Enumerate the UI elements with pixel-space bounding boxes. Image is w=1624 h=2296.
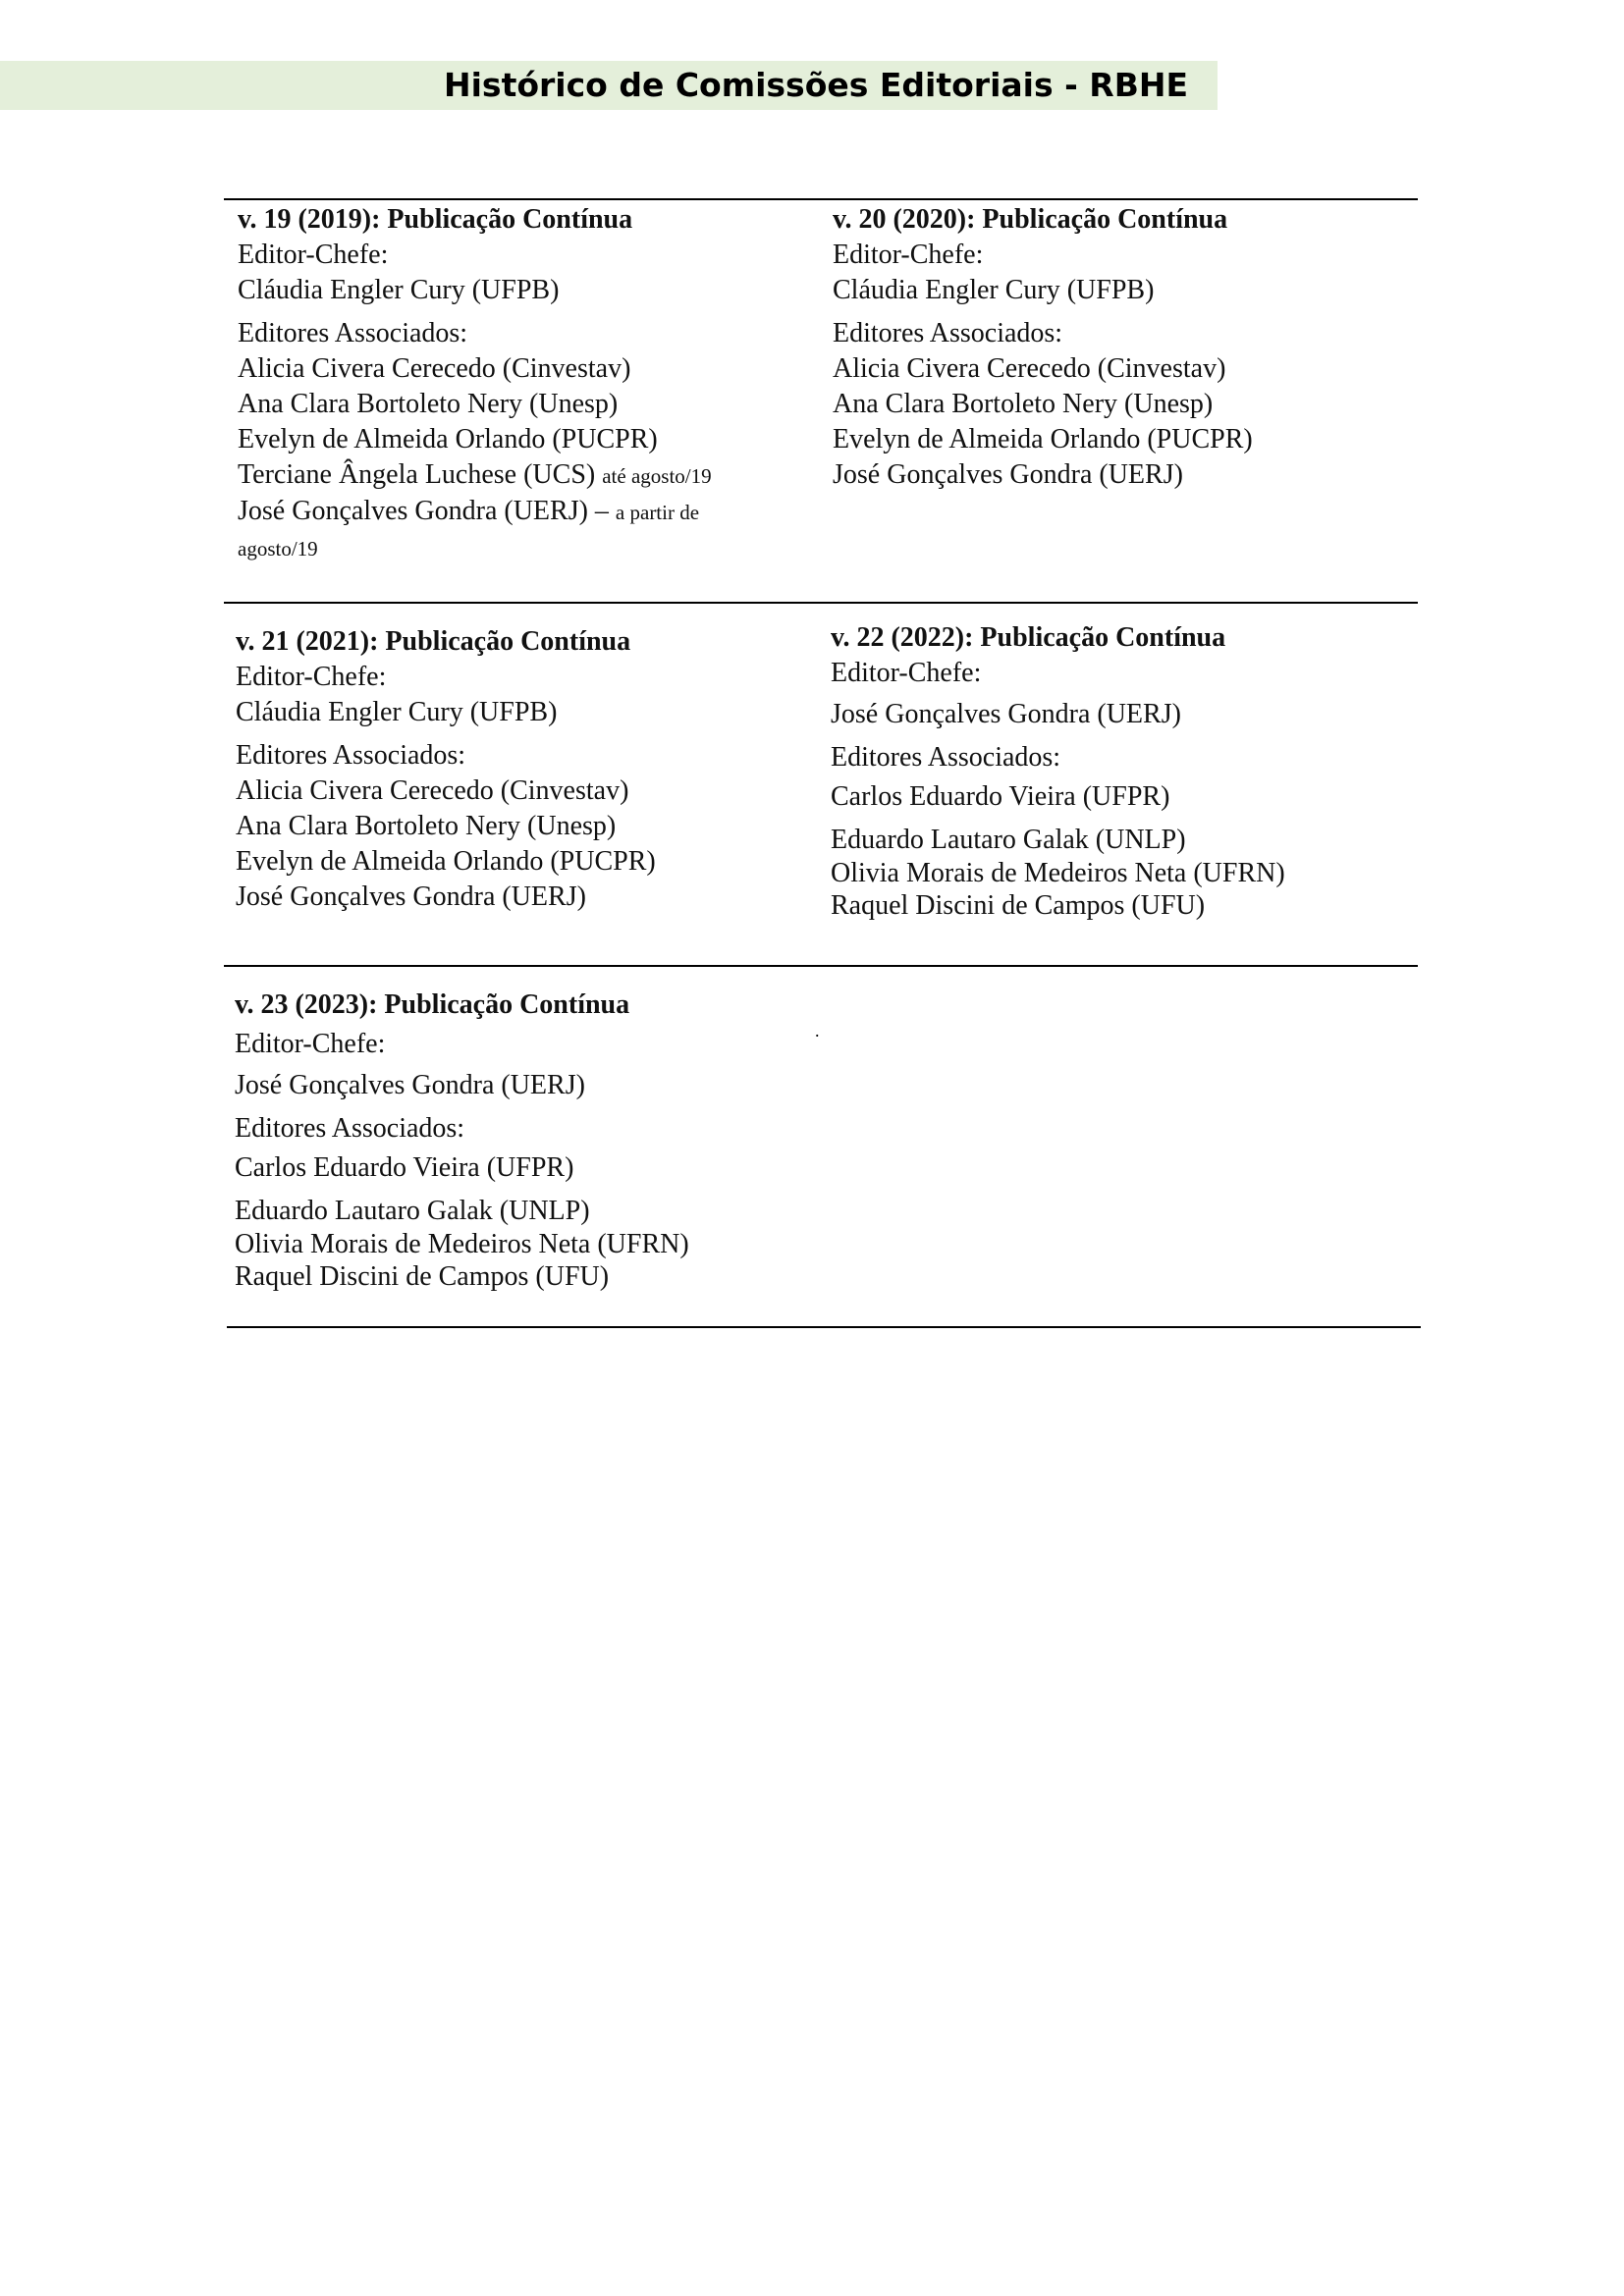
editor-chefe-name: José Gonçalves Gondra (UERJ) [831,699,1181,729]
volume-heading: v. 22 (2022): Publicação Contínua [831,622,1226,653]
associate-editor: Terciane Ângela Luchese (UCS) [238,459,596,490]
associados-label: Editores Associados: [831,742,1061,773]
editor-chefe-label: Editor-Chefe: [235,1029,386,1059]
associate-editor: Carlos Eduardo Vieira (UFPR) [831,781,1170,812]
associate-editor-with-note [238,457,768,494]
associados-label: Editores Associados: [236,740,466,771]
associate-editor: Evelyn de Almeida Orlando (PUCPR) [833,424,1253,454]
associate-editor: Eduardo Lautaro Galak (UNLP) [831,825,1186,855]
section-divider [227,1326,1421,1328]
associados-label: Editores Associados: [833,318,1063,348]
associate-editor: Alicia Civera Cerecedo (Cinvestav) [238,353,631,384]
volume-heading: v. 21 (2021): Publicação Contínua [236,626,631,657]
associate-editor: Raquel Discini de Campos (UFU) [235,1261,610,1292]
tenure-note: a partir de agosto/19 [238,501,700,561]
editor-chefe-name: Cláudia Engler Cury (UFPB) [236,697,558,727]
associate-editor: José Gonçalves Gondra (UERJ) [236,881,586,912]
associate-editor: Evelyn de Almeida Orlando (PUCPR) [238,424,658,454]
associate-editor: Alicia Civera Cerecedo (Cinvestav) [833,353,1226,384]
editor-chefe-label: Editor-Chefe: [238,240,389,270]
volume-heading: v. 23 (2023): Publicação Contínua [235,989,630,1020]
associate-editor: José Gonçalves Gondra (UERJ) [833,459,1183,490]
volume-entry-v19 [238,202,768,566]
volume-entry-v21 [236,624,656,915]
associate-editor: Olivia Morais de Medeiros Neta (UFRN) [235,1229,689,1259]
volume-entry-v22 [831,620,1285,923]
volume-heading: v. 19 (2019): Publicação Contínua [238,204,633,235]
editor-chefe-label: Editor-Chefe: [831,658,982,688]
volume-heading: v. 20 (2020): Publicação Contínua [833,204,1228,235]
volume-entry-v23 [235,988,689,1294]
associados-label: Editores Associados: [238,318,468,348]
associate-editor-with-note [238,494,768,566]
associate-editor: José Gonçalves Gondra (UERJ) – [238,496,609,526]
page-title: Histórico de Comissões Editoriais - RBHE [444,66,1189,104]
section-divider [224,602,1418,604]
associate-editor: Raquel Discini de Campos (UFU) [831,890,1206,921]
associate-editor: Ana Clara Bortoleto Nery (Unesp) [238,389,619,419]
associate-editor: Eduardo Lautaro Galak (UNLP) [235,1196,590,1226]
editor-chefe-name: Cláudia Engler Cury (UFPB) [833,275,1155,305]
associate-editor: Carlos Eduardo Vieira (UFPR) [235,1152,574,1183]
tenure-note: até agosto/19 [602,464,712,488]
associate-editor: Ana Clara Bortoleto Nery (Unesp) [236,811,617,841]
associados-label: Editores Associados: [235,1113,465,1144]
associate-editor: Evelyn de Almeida Orlando (PUCPR) [236,846,656,877]
associate-editor: Ana Clara Bortoleto Nery (Unesp) [833,389,1214,419]
section-divider [224,965,1418,967]
editor-chefe-label: Editor-Chefe: [833,240,984,270]
editor-chefe-label: Editor-Chefe: [236,662,387,692]
associate-editor: Olivia Morais de Medeiros Neta (UFRN) [831,858,1285,888]
editor-chefe-name: Cláudia Engler Cury (UFPB) [238,275,560,305]
editor-chefe-name: José Gonçalves Gondra (UERJ) [235,1070,585,1100]
associate-editor: Alicia Civera Cerecedo (Cinvestav) [236,775,629,806]
section-divider [224,198,1418,200]
stray-mark: . [815,1021,820,1041]
volume-entry-v20 [833,202,1253,493]
